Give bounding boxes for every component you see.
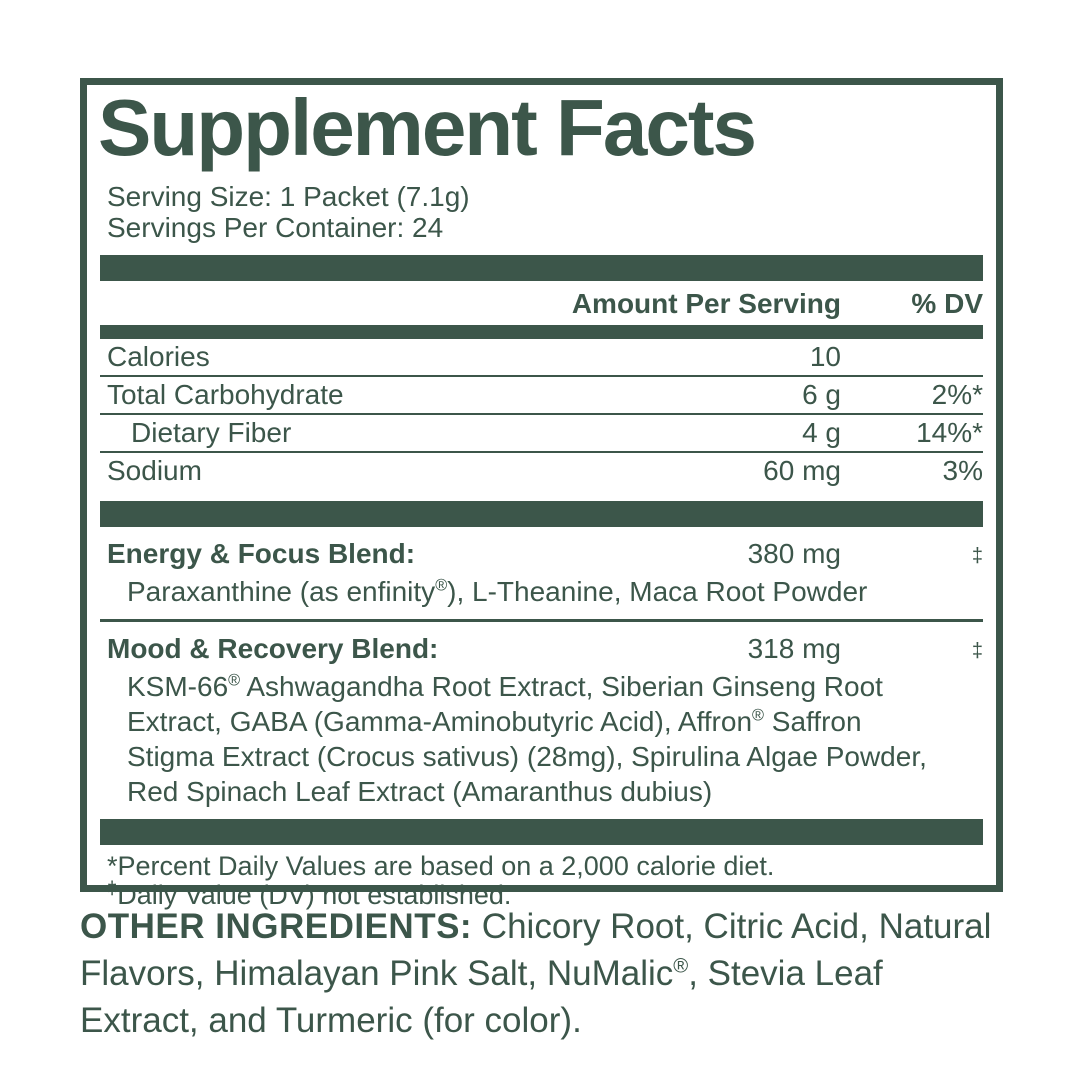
- blend-dv-dagger: ‡: [971, 640, 983, 662]
- footnotes-block: [100, 852, 983, 910]
- servings-per-container: Servings Per Container: 24: [107, 212, 444, 243]
- panel-title: Supplement Facts: [98, 83, 756, 172]
- blend-row-energy-focus: [100, 527, 983, 571]
- blend-name: Mood & Recovery Blend:: [107, 633, 439, 664]
- divider-bar-top: [100, 255, 983, 281]
- nutrient-amount: 60 mg: [763, 455, 841, 486]
- nutrient-amount: 4 g: [802, 417, 841, 448]
- divider-bar-header: [100, 325, 983, 339]
- blend-dv-dagger: ‡: [971, 545, 983, 567]
- blend-amount: 380 mg: [747, 538, 841, 569]
- divider-bar-blends: [100, 501, 983, 527]
- footnote-percent-dv: *Percent Daily Values are based on a 2,000 calorie diet.: [107, 851, 775, 881]
- other-ingredients-label: OTHER INGREDIENTS:: [80, 907, 473, 946]
- nutrient-amount: 6 g: [802, 379, 841, 410]
- supplement-facts-panel: [80, 78, 1003, 910]
- blend-name: Energy & Focus Blend:: [107, 538, 416, 569]
- nutrient-name: Total Carbohydrate: [107, 379, 344, 410]
- other-ingredients-section: [80, 903, 1010, 1044]
- blend-ingredients-mood-recovery: KSM-66® Ashwagandha Root Extract, Siberian Ginseng Root Extract, GABA (Gamma-Aminobutyric Acid), Affron® Saffron Stigma Extract (Crocus sativus) (28mg), Spirulina Algae Powder, Red Spinach Leaf Extract (Amaranthus dubius): [127, 671, 927, 807]
- serving-size: Serving Size: 1 Packet (7.1g): [107, 181, 470, 212]
- column-header-row: [100, 281, 983, 325]
- nutrient-name: Sodium: [107, 455, 202, 486]
- nutrient-dv: 3%: [942, 455, 983, 486]
- nutrient-name: Dietary Fiber: [131, 417, 292, 448]
- dv-column-header: % DV: [911, 288, 983, 319]
- nutrient-row-dietary-fiber: [100, 415, 983, 453]
- nutrient-name: Calories: [107, 341, 210, 372]
- nutrient-amount: 10: [809, 341, 841, 372]
- blend-amount: 318 mg: [747, 633, 841, 664]
- nutrient-row-total-carbohydrate: [100, 377, 983, 415]
- other-ingredients-text: Chicory Root, Citric Acid, Natural Flavors, Himalayan Pink Salt, NuMalic®, Stevia Leaf Extract, and Turmeric (for color).: [80, 907, 992, 1040]
- divider-bar-footnotes: [100, 819, 983, 845]
- footnote-dv-not-established: ‡Daily Value (DV) not established.: [107, 877, 512, 910]
- nutrient-row-sodium: [100, 453, 983, 489]
- blend-ingredients-energy-focus: Paraxanthine (as enfinity®), L-Theanine, Maca Root Powder: [127, 576, 868, 607]
- nutrient-dv: 14%*: [916, 417, 983, 448]
- blend-row-mood-recovery: [100, 622, 983, 666]
- nutrient-row-calories: [100, 339, 983, 377]
- amount-column-header: Amount Per Serving: [571, 288, 841, 319]
- nutrient-dv: 2%*: [931, 379, 983, 410]
